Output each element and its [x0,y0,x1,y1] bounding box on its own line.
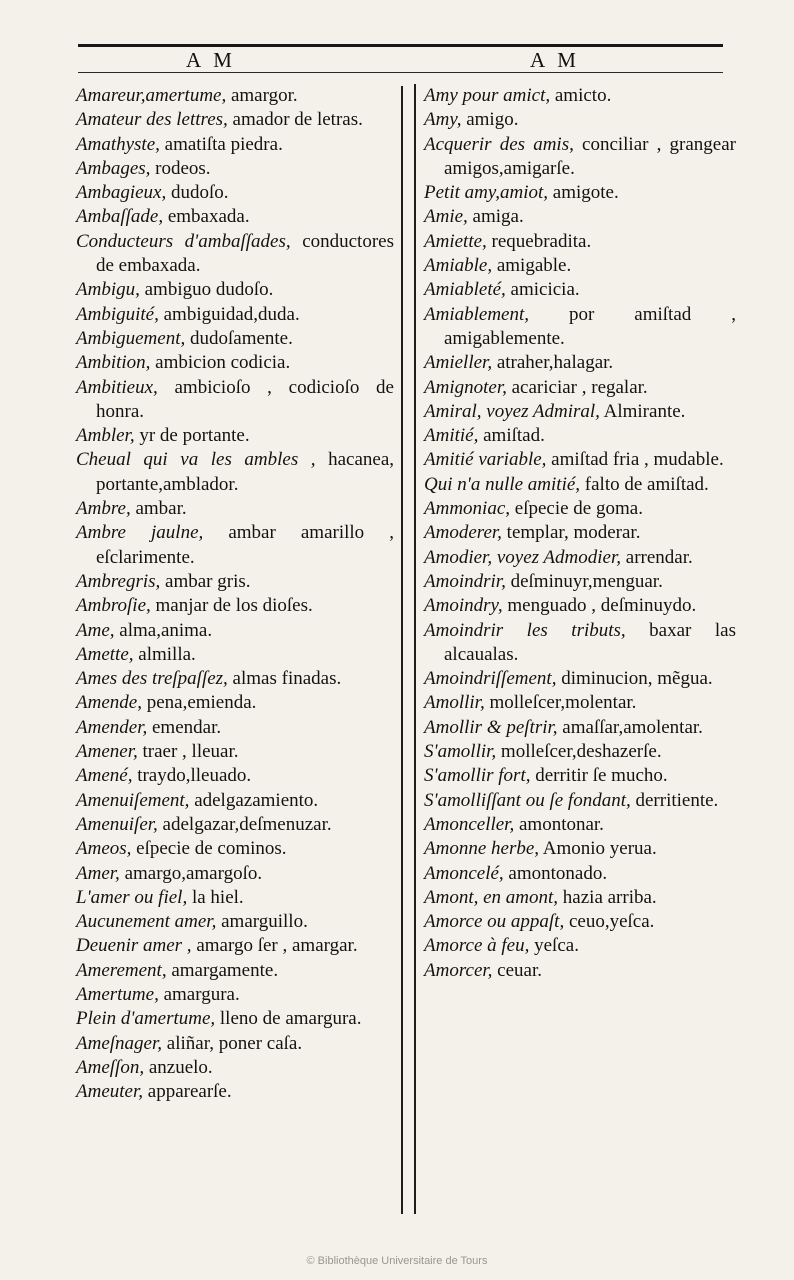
spanish-translation: diminucion, mẽgua. [556,668,713,690]
dictionary-entry [424,886,736,910]
french-headword: Amerement, [76,959,167,981]
library-credit: © Bibliothèque Universitaire de Tours [306,1255,488,1267]
french-headword: Amener, [76,741,138,763]
spanish-translation: apparearſe. [143,1081,232,1103]
dictionary-entry [76,691,394,715]
spanish-translation: almilla. [133,643,196,665]
french-headword: Amont, en amont, [424,886,559,908]
spanish-translation: aliñar, poner caſa. [162,1032,303,1054]
spanish-translation: amargor. [226,85,298,106]
dictionary-entry [76,910,394,934]
spanish-translation: amaſſar,amolentar. [557,716,703,738]
french-headword: Amené, [76,765,133,787]
spanish-translation: ambiguidad,duda. [158,303,300,325]
spanish-translation: Almirante. [599,400,686,422]
french-headword: Amitié, [424,425,479,447]
french-headword: Ammoniac, [424,498,511,520]
dictionary-entry [424,303,736,352]
spanish-translation: por amiſtad , amigablemente. [444,303,736,349]
spanish-translation: eſpecie de goma. [510,498,643,520]
dictionary-entry [76,157,394,181]
spanish-translation: amargamente. [166,959,279,981]
french-headword: Amorcer, [424,959,493,981]
french-headword: Ambiguement, [76,327,186,349]
dictionary-entry [76,205,394,229]
french-headword: Amoindrir les tributs, [424,619,626,641]
french-headword: Ambitieux, [76,376,158,398]
dictionary-entry [424,910,736,934]
dictionary-entry [76,1032,394,1056]
french-headword: Amathyste, [76,133,160,155]
dictionary-entry [76,570,394,594]
dictionary-entry [424,619,736,668]
french-headword: Ambition, [76,352,151,374]
french-headword: Amertume, [76,983,159,1005]
french-headword: Amodier, voyez Admodier, [424,546,622,568]
dictionary-entry [424,934,736,958]
spanish-translation: traer , lleuar. [137,741,239,763]
french-headword: Amer, [76,862,120,884]
dictionary-entry [76,1080,394,1104]
dictionary-entry [76,327,394,351]
french-headword: Amonne herbe, [424,838,540,860]
spanish-translation: conciliar , grangear amigos,amigarſe. [444,133,736,179]
french-headword: Amoindriſſement, [424,668,557,690]
dictionary-entry [424,546,736,570]
dictionary-entry [76,278,394,302]
spanish-translation: amador de letras. [227,109,363,131]
dictionary-entry [76,934,394,958]
spanish-translation: ambiguo dudoſo. [139,279,274,301]
french-headword: Amonceller, [424,813,515,835]
header-rule [78,72,723,73]
dictionary-entry [76,886,394,910]
column-divider [401,86,403,1214]
spanish-translation: templar, moderar. [501,522,641,544]
french-headword: Petit amy,amiot, [424,182,549,204]
dictionary-entry [424,691,736,715]
dictionary-entry [424,789,736,813]
french-headword: Ambagieux, [76,182,167,204]
dictionary-entry [76,789,394,813]
spanish-translation: menguado , deſminuydo. [502,595,697,617]
right-running-header: A M [530,48,580,72]
french-headword: Amy, [424,109,462,131]
french-headword: Plein d'amertume, [76,1008,216,1030]
french-headword: Amollir & peſtrir, [424,716,558,738]
french-headword: Aucunement amer, [76,911,217,933]
dictionary-entry [424,667,736,691]
french-headword: S'amolliſſant ou ſe fondant, [424,789,631,811]
spanish-translation: amontonado. [503,862,608,884]
french-headword: Ameſſon, [76,1056,145,1078]
french-headword: Ambroſie, [76,595,151,617]
dictionary-entry [76,1007,394,1031]
spanish-translation: ambar amarillo , eſclarimente. [96,522,394,568]
french-headword: Qui n'a nulle amitié, [424,473,581,495]
spanish-translation: lleno de amargura. [215,1008,362,1030]
dictionary-entry [76,813,394,837]
dictionary-entry [76,837,394,861]
right-column [424,84,736,983]
spanish-translation: embaxada. [163,206,250,228]
dictionary-entry [424,570,736,594]
dictionary-entry [76,716,394,740]
spanish-translation: anzuelo. [144,1056,213,1078]
dictionary-entry [76,133,394,157]
spanish-translation: amatiſta piedra. [159,133,283,155]
french-headword: Cheual qui va les ambles , [76,449,316,471]
french-headword: Ame, [76,619,115,641]
spanish-translation: rodeos. [150,157,211,179]
dictionary-entry [424,84,736,108]
french-headword: Ambre jaulne, [76,522,204,544]
spanish-translation: derritir ſe mucho. [530,765,668,787]
dictionary-entry [76,497,394,521]
spanish-translation: emendar. [147,716,222,738]
french-headword: Amender, [76,716,148,738]
spanish-translation: eſpecie de cominos. [131,838,287,860]
french-headword: L'amer ou fiel, [76,886,188,908]
spanish-translation: amargo,amargoſo. [119,862,263,884]
french-headword: Amenuiſement, [76,789,190,811]
spanish-translation: yr de portante. [134,425,250,447]
spanish-translation: almas finadas. [227,668,342,690]
spanish-translation: amigo. [461,109,519,131]
french-headword: Amiable, [424,255,493,277]
spanish-translation: adelgazar,deſmenuzar. [157,813,332,835]
french-headword: Ambre, [76,498,131,520]
spanish-translation: requebradita. [486,230,592,252]
dictionary-entry [76,740,394,764]
spanish-translation: dudoſamente. [185,327,293,349]
french-headword: Amoderer, [424,522,502,544]
dictionary-entry [76,84,394,108]
spanish-translation: Amonio yerua. [539,838,657,860]
french-headword: Amorce à feu, [424,935,530,957]
dictionary-entry [424,424,736,448]
spanish-translation: hacanea, portante,amblador. [96,449,394,495]
french-headword: Ambiguité, [76,303,159,325]
french-headword: Deuenir amer , [76,935,192,957]
column-divider-inner [414,84,416,1214]
spanish-translation: ceuo,yeſca. [564,911,655,933]
dictionary-entry [424,764,736,788]
french-headword: Ames des treſpaſſez, [76,668,228,690]
spanish-translation: ambicioſo , codicioſo de honra. [96,376,394,422]
dictionary-entry [76,983,394,1007]
left-running-header: A M [186,48,236,72]
french-headword: Amieller, [424,352,493,374]
dictionary-entry [76,351,394,375]
dictionary-entry [424,205,736,229]
dictionary-entry [76,594,394,618]
french-headword: Amiableté, [424,279,506,301]
french-headword: Amateur des lettres, [76,109,228,131]
dictionary-entry [76,181,394,205]
spanish-translation: deſminuyr,menguar. [505,570,663,592]
dictionary-entry [424,351,736,375]
spanish-translation: pena,emienda. [141,692,257,714]
spanish-translation: ceuar. [492,959,542,981]
spanish-translation: alma,anima. [114,619,213,641]
dictionary-entry [424,473,736,497]
spanish-translation: derritiente. [630,789,719,811]
dictionary-entry [424,862,736,886]
french-headword: Amoindrir, [424,570,506,592]
spanish-translation: molleſcer,molentar. [484,692,637,714]
french-headword: Ameſnager, [76,1032,163,1054]
french-headword: Amenuiſer, [76,813,158,835]
dictionary-entry [424,230,736,254]
dictionary-entry [424,400,736,424]
dictionary-entry [424,376,736,400]
dictionary-entry [76,862,394,886]
spanish-translation: conductores de embaxada. [96,230,394,277]
french-headword: Amette, [76,643,134,665]
dictionary-entry [76,1056,394,1080]
spanish-translation: amontonar. [514,813,604,835]
french-headword: Amende, [76,692,142,714]
dictionary-entry [76,108,394,132]
dictionary-entry [76,643,394,667]
spanish-translation: acariciar , regalar. [506,376,648,398]
french-headword: Amy pour amict, [424,85,551,106]
french-headword: Ambages, [76,157,151,179]
french-headword: Ambigu, [76,279,140,301]
spanish-translation: hazia arriba. [558,886,657,908]
french-headword: Amorce ou appaſt, [424,911,565,933]
spanish-translation: amicto. [550,85,612,106]
spanish-translation: ambicion codicia. [150,352,291,374]
spanish-translation: adelgazamiento. [189,789,319,811]
spanish-translation: falto de amiſtad. [580,473,709,495]
dictionary-entry [76,521,394,570]
dictionary-entry [424,448,736,472]
french-headword: Conducteurs d'ambaſſades, [76,230,291,252]
spanish-translation: molleſcer,deshazerſe. [496,741,662,763]
dictionary-entry [424,716,736,740]
french-headword: Amitié variable, [424,449,547,471]
french-headword: Acquerir des amis, [424,133,574,155]
spanish-translation: manjar de los dioſes. [150,595,313,617]
spanish-translation: atraher,halagar. [492,352,614,374]
dictionary-entry [424,837,736,861]
dictionary-entry [424,959,736,983]
french-headword: Ameuter, [76,1081,144,1103]
spanish-translation: traydo,lleuado. [132,765,252,787]
spanish-translation: ambar. [130,498,187,520]
french-headword: Ameos, [76,838,132,860]
spanish-translation: amiga. [467,206,524,228]
french-headword: Ambaſſade, [76,206,164,228]
spanish-translation: amiſtad. [478,425,545,447]
french-headword: Amollir, [424,692,485,714]
dictionary-entry [424,278,736,302]
dictionary-entry [76,424,394,448]
dictionary-entry [424,133,736,182]
dictionary-entry [424,813,736,837]
dictionary-entry [76,764,394,788]
french-headword: Amiette, [424,230,487,252]
dictionary-entry [76,230,394,279]
spanish-translation: arrendar. [621,546,693,568]
dictionary-entry [424,497,736,521]
french-headword: Amignoter, [424,376,507,398]
spanish-translation: amigable. [492,255,572,277]
dictionary-entry [76,619,394,643]
dictionary-entry [424,594,736,618]
french-headword: Amie, [424,206,468,228]
dictionary-entry [424,108,736,132]
spanish-translation: amiſtad fria , mudable. [546,449,724,471]
dictionary-entry [76,376,394,425]
french-headword: Ambregris, [76,570,161,592]
dictionary-entry [424,521,736,545]
french-headword: Amiablement, [424,303,530,325]
spanish-translation: amargura. [158,983,240,1005]
dictionary-entry [424,254,736,278]
spanish-translation: yeſca. [529,935,579,957]
spanish-translation: amarguillo. [216,911,308,933]
french-headword: S'amollir, [424,741,497,763]
french-headword: S'amollir fort, [424,765,531,787]
top-rule [78,44,723,47]
spanish-translation: amigote. [548,182,619,204]
dictionary-entry [424,740,736,764]
dictionary-entry [76,667,394,691]
left-column [76,84,394,1104]
french-headword: Amareur,amertume, [76,85,227,106]
spanish-translation: ambar gris. [160,570,251,592]
french-headword: Amoindry, [424,595,503,617]
dictionary-entry [424,181,736,205]
french-headword: Amiral, voyez Admiral, [424,400,600,422]
french-headword: Ambler, [76,425,135,447]
french-headword: Amoncelé, [424,862,504,884]
spanish-translation: amargo ſer , amargar. [191,935,358,957]
dictionary-entry [76,303,394,327]
spanish-translation: la hiel. [187,886,244,908]
dictionary-entry [76,448,394,497]
spanish-translation: baxar las alcaualas. [444,619,736,665]
spanish-translation: dudoſo. [166,182,229,204]
dictionary-entry [76,959,394,983]
spanish-translation: amicicia. [505,279,580,301]
